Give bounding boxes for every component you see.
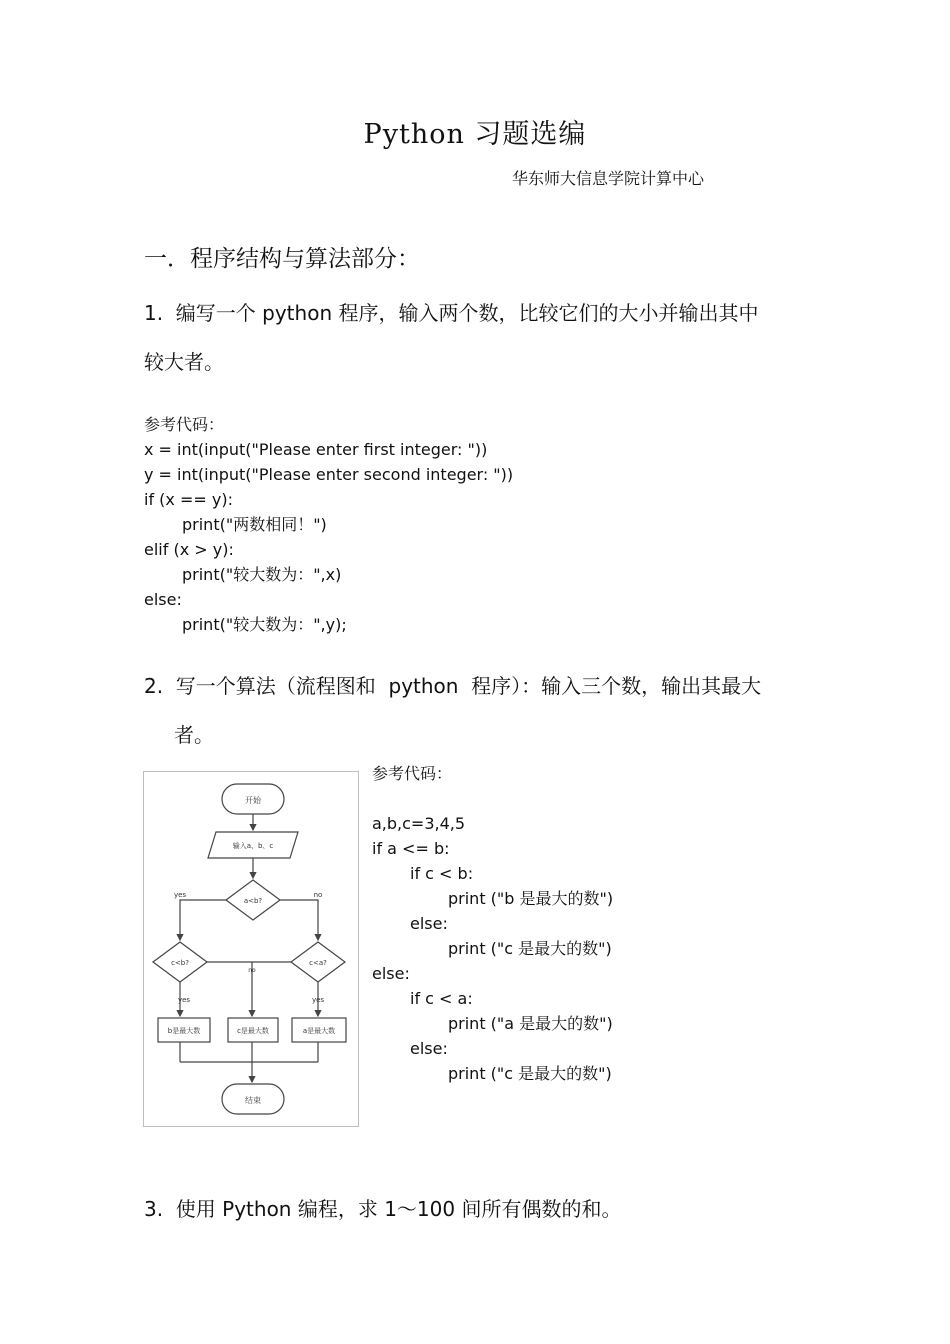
- flowchart-figure: [143, 771, 359, 1127]
- flow-no-label: no: [313, 891, 323, 899]
- document-subtitle: 华东师大信息学院计算中心: [512, 169, 705, 188]
- question-2-line-1: 2. 写一个算法（流程图和 python 程序）：输入三个数，输出其最大: [144, 674, 762, 698]
- q1-code-line: print("较大数为：",y);: [182, 615, 347, 634]
- flow-yes-right-label: yes: [311, 996, 325, 1004]
- flow-cond-left-label: c<b?: [171, 959, 189, 967]
- flowchart-svg: [144, 772, 358, 1126]
- q2-code-line: else:: [410, 1039, 448, 1058]
- q2-code-line: print ("a 是最大的数"): [448, 1014, 613, 1033]
- question-1-line-2: 较大者。: [144, 350, 224, 374]
- q2-code-line: if c < b:: [410, 864, 474, 883]
- q2-code-line: else:: [410, 914, 448, 933]
- flow-start-label: 开始: [245, 796, 261, 805]
- q2-code-line: print ("c 是最大的数"): [448, 939, 612, 958]
- question-3-line-1: 3. 使用 Python 编程，求 1～100 间所有偶数的和。: [144, 1197, 622, 1221]
- flow-no-mid-label: no: [248, 967, 256, 974]
- q1-ref-label: 参考代码：: [144, 415, 225, 434]
- question-2-line-2: 者。: [174, 723, 214, 747]
- q1-code-line: y = int(input("Please enter second integer: ")): [144, 465, 514, 484]
- flow-input-label: 输入a、b、c: [232, 842, 274, 850]
- section-heading: 一．程序结构与算法部分：: [144, 246, 420, 272]
- q1-code-line: print("两数相同！"): [182, 515, 327, 534]
- q1-code-line: else:: [144, 590, 182, 609]
- q2-code-line: else:: [372, 964, 410, 983]
- q1-code-line: elif (x > y):: [144, 540, 234, 559]
- q2-code-line: print ("c 是最大的数"): [448, 1064, 612, 1083]
- flow-box-a-label: a是最大数: [302, 1027, 336, 1035]
- q1-code-line: if (x == y):: [144, 490, 233, 509]
- q2-code-line: a,b,c=3,4,5: [372, 814, 466, 833]
- flow-yes-left-label: yes: [177, 996, 191, 1004]
- q1-code-line: x = int(input("Please enter first integer: ")): [144, 440, 488, 459]
- flow-box-b-label: b是最大数: [167, 1027, 201, 1035]
- q2-code-line: if c < a:: [410, 989, 473, 1008]
- flow-end-label: 结束: [245, 1096, 261, 1105]
- q2-ref-label: 参考代码：: [372, 764, 453, 783]
- question-1-line-1: 1. 编写一个 python 程序，输入两个数，比较它们的大小并输出其中: [144, 301, 759, 325]
- document-title: Python 习题选编: [363, 119, 587, 150]
- q2-code-line: if a <= b:: [372, 839, 450, 858]
- q1-code-line: print("较大数为：",x): [182, 565, 342, 584]
- q2-code-line: print ("b 是最大的数"): [448, 889, 614, 908]
- flow-cond-right-label: c<a?: [309, 959, 327, 967]
- flow-box-c-label: c是最大数: [237, 1027, 269, 1035]
- flow-yes-label: yes: [173, 891, 187, 899]
- flow-cond1-label: a<b?: [243, 897, 263, 905]
